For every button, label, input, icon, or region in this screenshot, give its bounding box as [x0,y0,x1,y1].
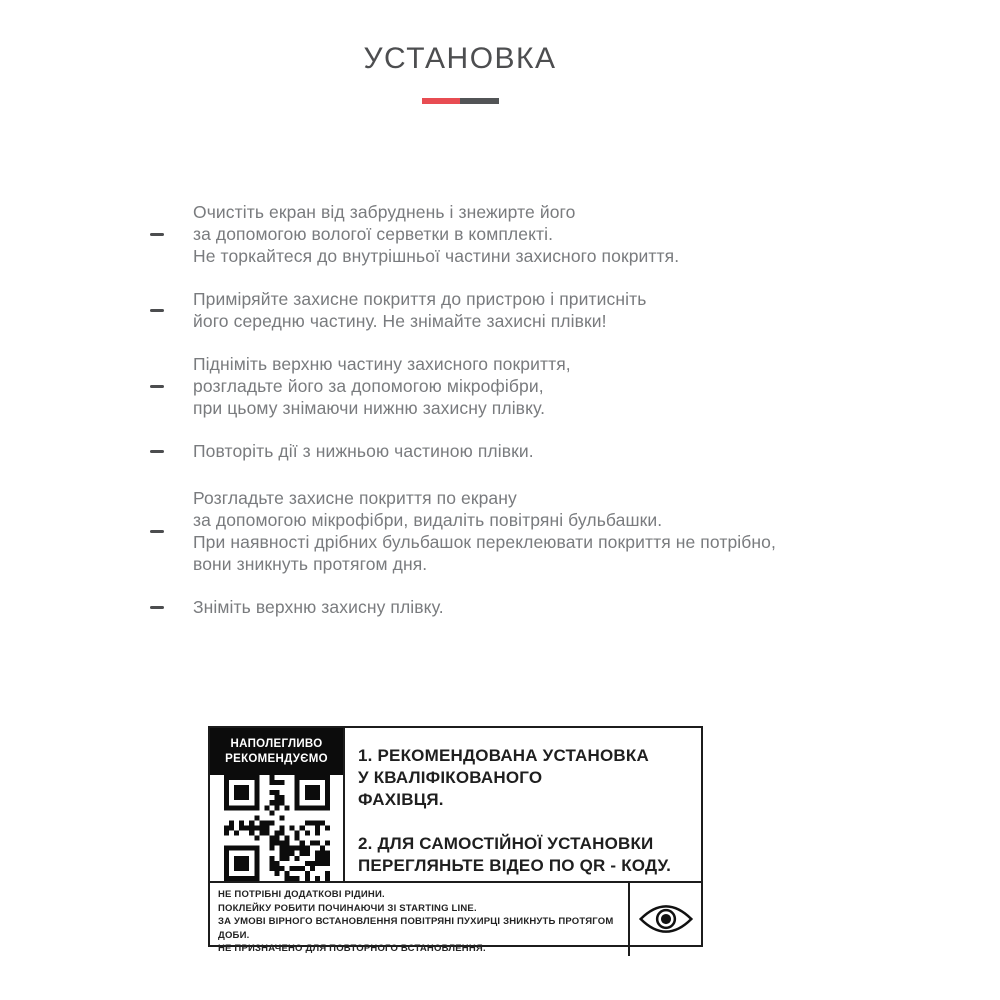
dash-bullet-icon [150,309,164,312]
recommendation-box [208,726,703,954]
underline-gray-segment [460,98,499,104]
dash-bullet-icon [150,530,164,533]
step-line: При наявності дрібних бульбашок переклеювати покриття не потрібно, [193,532,776,552]
step-item-6 [150,596,776,618]
dash-bullet-icon [150,450,164,453]
step-line: за допомогою мікрофібри, видаліть повітряні бульбашки. [193,510,663,530]
step-item-5 [150,487,776,575]
step-line: при цьому знімаючи нижню захисну плівку. [193,398,546,418]
dash-bullet-icon [150,606,164,609]
footnote-line: НЕ ПРИЗНАЧЕНО ДЛЯ ПОВТОРНОГО ВСТАНОВЛЕННЯ. [218,943,486,954]
recommendation-2: 2. ДЛЯ САМОСТІЙНОЇ УСТАНОВКИ ПЕРЕГЛЯНЬТЕ ВІДЕО ПО QR - КОДУ. [358,834,672,875]
qr-code-icon [210,775,343,881]
title-underline [422,98,499,104]
step-line: Підніміть верхню частину захисного покриття, [193,354,571,374]
step-line: за допомогою вологої серветки в комплекті. [193,224,554,244]
step-line: його середню частину. Не знімайте захисні плівки! [193,311,607,331]
footnote-line: ПОКЛЕЙКУ РОБИТИ ПОЧИНАЮЧИ ЗІ STARTING LINE. [218,902,477,914]
step-line: Розгладьте захисне покриття по екрану [193,488,517,508]
qr-panel [210,728,345,881]
step-line: Приміряйте захисне покриття до пристрою і притисніть [193,289,647,309]
step-item-2 [150,288,776,332]
strongly-recommended-badge: НАПОЛЕГЛИВО РЕКОМЕНДУЄМО [210,728,343,775]
page-header [0,42,920,104]
step-line: вони зникнуть протягом дня. [193,554,428,574]
step-item-4 [150,440,776,462]
step-item-1 [150,201,776,267]
footnote-line: НЕ ПОТРІБНІ ДОДАТКОВІ РІДИНИ. [218,889,385,900]
underline-red-segment [422,98,461,104]
footnotes [210,883,628,956]
page-title: УСТАНОВКА [363,42,557,75]
step-line: Зніміть верхню захисну плівку. [193,597,444,617]
recommendation-1: 1. РЕКОМЕНДОВАНА УСТАНОВКА У КВАЛІФІКОВАНОГО ФАХІВЦЯ. [358,746,649,809]
step-line: Не торкайтеся до внутрішньої частини захисного покриття. [193,246,680,266]
step-line: Очистіть екран від забруднень і знежирте його [193,202,576,222]
step-item-3 [150,353,776,419]
recommendations [345,728,701,881]
footnote-line: ЗА УМОВІ ВІРНОГО ВСТАНОВЛЕННЯ ПОВІТРЯНІ ПУХИРЦІ ЗНИКНУТЬ ПРОТЯГОМ ДОБИ. [218,916,614,941]
eye-icon [628,883,701,956]
dash-bullet-icon [150,385,164,388]
installation-steps-list [150,201,776,639]
step-line: розгладьте його за допомогою мікрофібри, [193,376,544,396]
step-line: Повторіть дії з нижньою частиною плівки. [193,441,534,461]
dash-bullet-icon [150,233,164,236]
